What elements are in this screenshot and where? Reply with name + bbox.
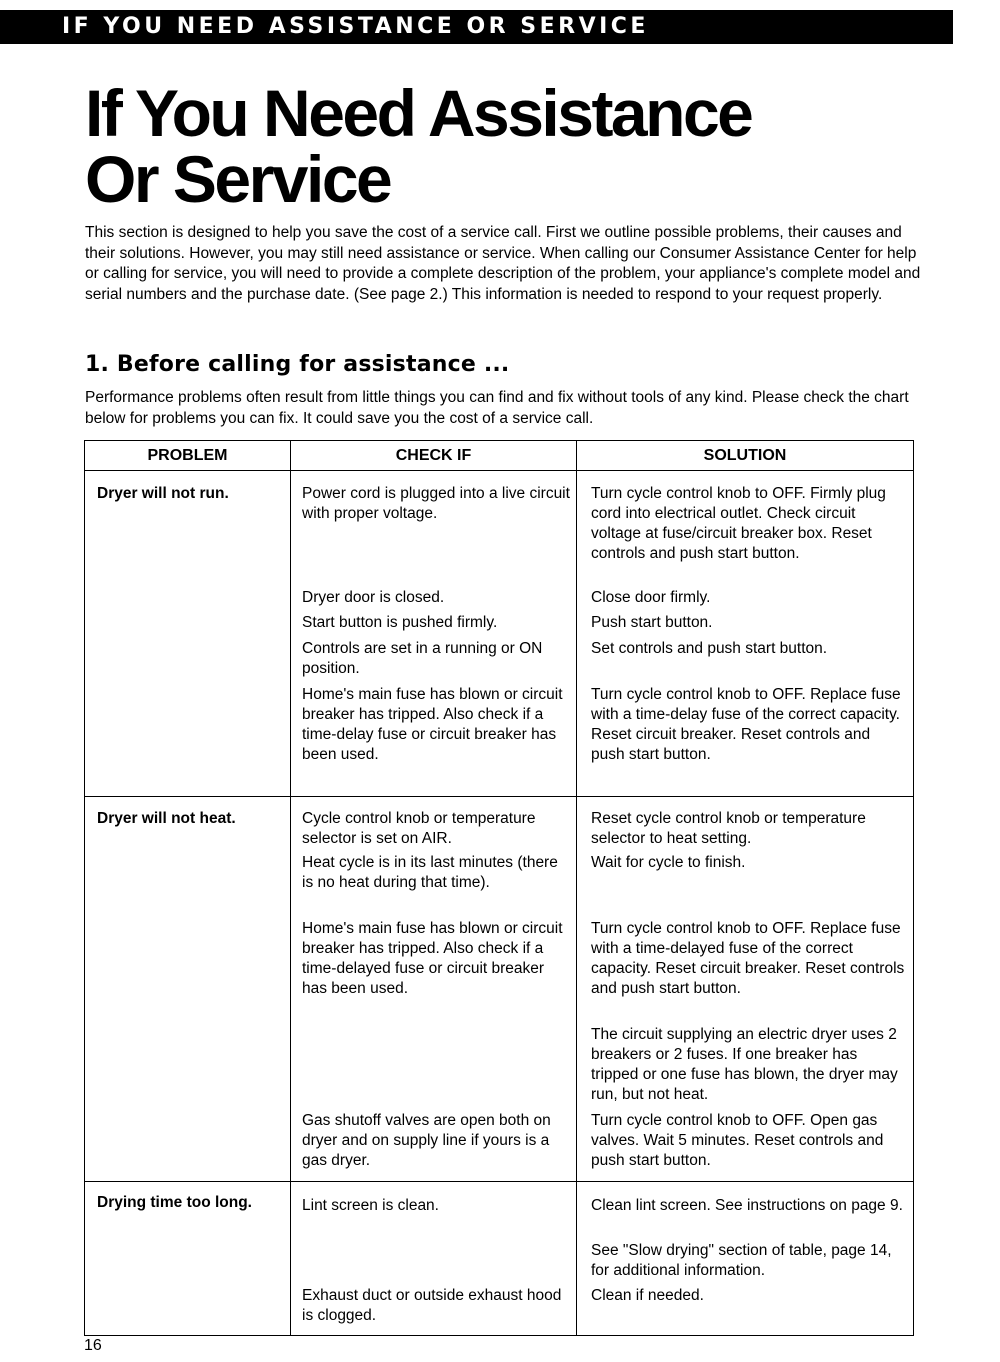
check-cell: Lint screen is clean. bbox=[302, 1197, 439, 1214]
check-cell: Dryer door is closed. bbox=[302, 589, 445, 606]
check-cell: Controls are set in a running or ON position. bbox=[302, 640, 543, 677]
problem-cell: Drying time too long. bbox=[97, 1194, 252, 1211]
solution-cell: Set controls and push start button. bbox=[591, 640, 828, 657]
check-cell: Exhaust duct or outside exhaust hood is clogged. bbox=[302, 1287, 562, 1324]
check-cell: Home's main fuse has blown or circuit breaker has tripped. Also check if a time-delayed fuse or circuit breaker has been used. bbox=[302, 920, 563, 997]
section-banner: IF YOU NEED ASSISTANCE OR SERVICE bbox=[0, 10, 953, 44]
intro-paragraph: This section is designed to help you save the cost of a service call. First we outline possible problems, their causes and their solutions. However, you may still need assistance or service. When calling our Consumer Assistance Center for help or calling for service, you will need to provide a complete description of the problem, your appliance's complete model and serial numbers and the purchase date. (See page 2.) This information is needed to respond to your request properly. bbox=[85, 224, 921, 303]
check-cell: Start button is pushed firmly. bbox=[302, 614, 498, 631]
troubleshooting-table bbox=[84, 440, 914, 1336]
solution-cell: The circuit supplying an electric dryer uses 2 breakers or 2 fuses. If one breaker has tripped or one fuse has blown, the dryer may run, but not heat. bbox=[591, 1026, 898, 1103]
section-paragraph: Performance problems often result from little things you can find and fix without tools of any kind. Please check the chart below for problems you can fix. It could save you the cost of a service call. bbox=[85, 389, 909, 427]
solution-cell: Wait for cycle to finish. bbox=[591, 854, 746, 871]
header-check-if: CHECK IF bbox=[395, 447, 472, 464]
page-title bbox=[85, 76, 752, 216]
solution-cell: Turn cycle control knob to OFF. Open gas valves. Wait 5 minutes. Reset controls and push start button. bbox=[591, 1112, 884, 1169]
solution-cell: Clean lint screen. See instructions on page 9. bbox=[591, 1197, 903, 1214]
solution-cell: Reset cycle control knob or temperature selector to heat setting. bbox=[591, 810, 866, 847]
solution-cell: Turn cycle control knob to OFF. Replace fuse with a time-delay fuse of the correct capacity. Reset circuit breaker. Reset controls and push start button. bbox=[591, 686, 901, 763]
page-title-line-1: If You Need Assistance bbox=[85, 76, 752, 150]
solution-cell: Turn cycle control knob to OFF. Firmly plug cord into electrical outlet. Check circuit voltage at fuse/circuit breaker box. Reset controls and push start button. bbox=[591, 485, 886, 562]
check-cell: Power cord is plugged into a live circuit with proper voltage. bbox=[302, 485, 570, 522]
page-number: 16 bbox=[84, 1337, 102, 1354]
problem-cell: Dryer will not heat. bbox=[97, 810, 236, 827]
solution-cell: Push start button. bbox=[591, 614, 713, 631]
solution-cell: See "Slow drying" section of table, page 14, for additional information. bbox=[591, 1242, 892, 1279]
problem-cell: Dryer will not run. bbox=[97, 485, 229, 502]
check-cell: Heat cycle is in its last minutes (there is no heat during that time). bbox=[302, 854, 558, 891]
solution-cell: Clean if needed. bbox=[591, 1287, 704, 1304]
solution-cell: Turn cycle control knob to OFF. Replace fuse with a time-delayed fuse of the correct capacity. Reset circuit breaker. Reset controls and push start button. bbox=[591, 920, 905, 997]
section-heading: 1. Before calling for assistance ... bbox=[85, 352, 510, 377]
check-cell: Gas shutoff valves are open both on dryer and on supply line if yours is a gas dryer. bbox=[302, 1112, 551, 1169]
header-problem: PROBLEM bbox=[147, 447, 228, 464]
check-cell: Cycle control knob or temperature selector is set on AIR. bbox=[302, 810, 536, 847]
header-solution: SOLUTION bbox=[703, 447, 787, 464]
solution-cell: Close door firmly. bbox=[591, 589, 711, 606]
page-title-line-2: Or Service bbox=[85, 142, 391, 216]
check-cell: Home's main fuse has blown or circuit breaker has tripped. Also check if a time-delay fuse or circuit breaker has been used. bbox=[302, 686, 563, 763]
